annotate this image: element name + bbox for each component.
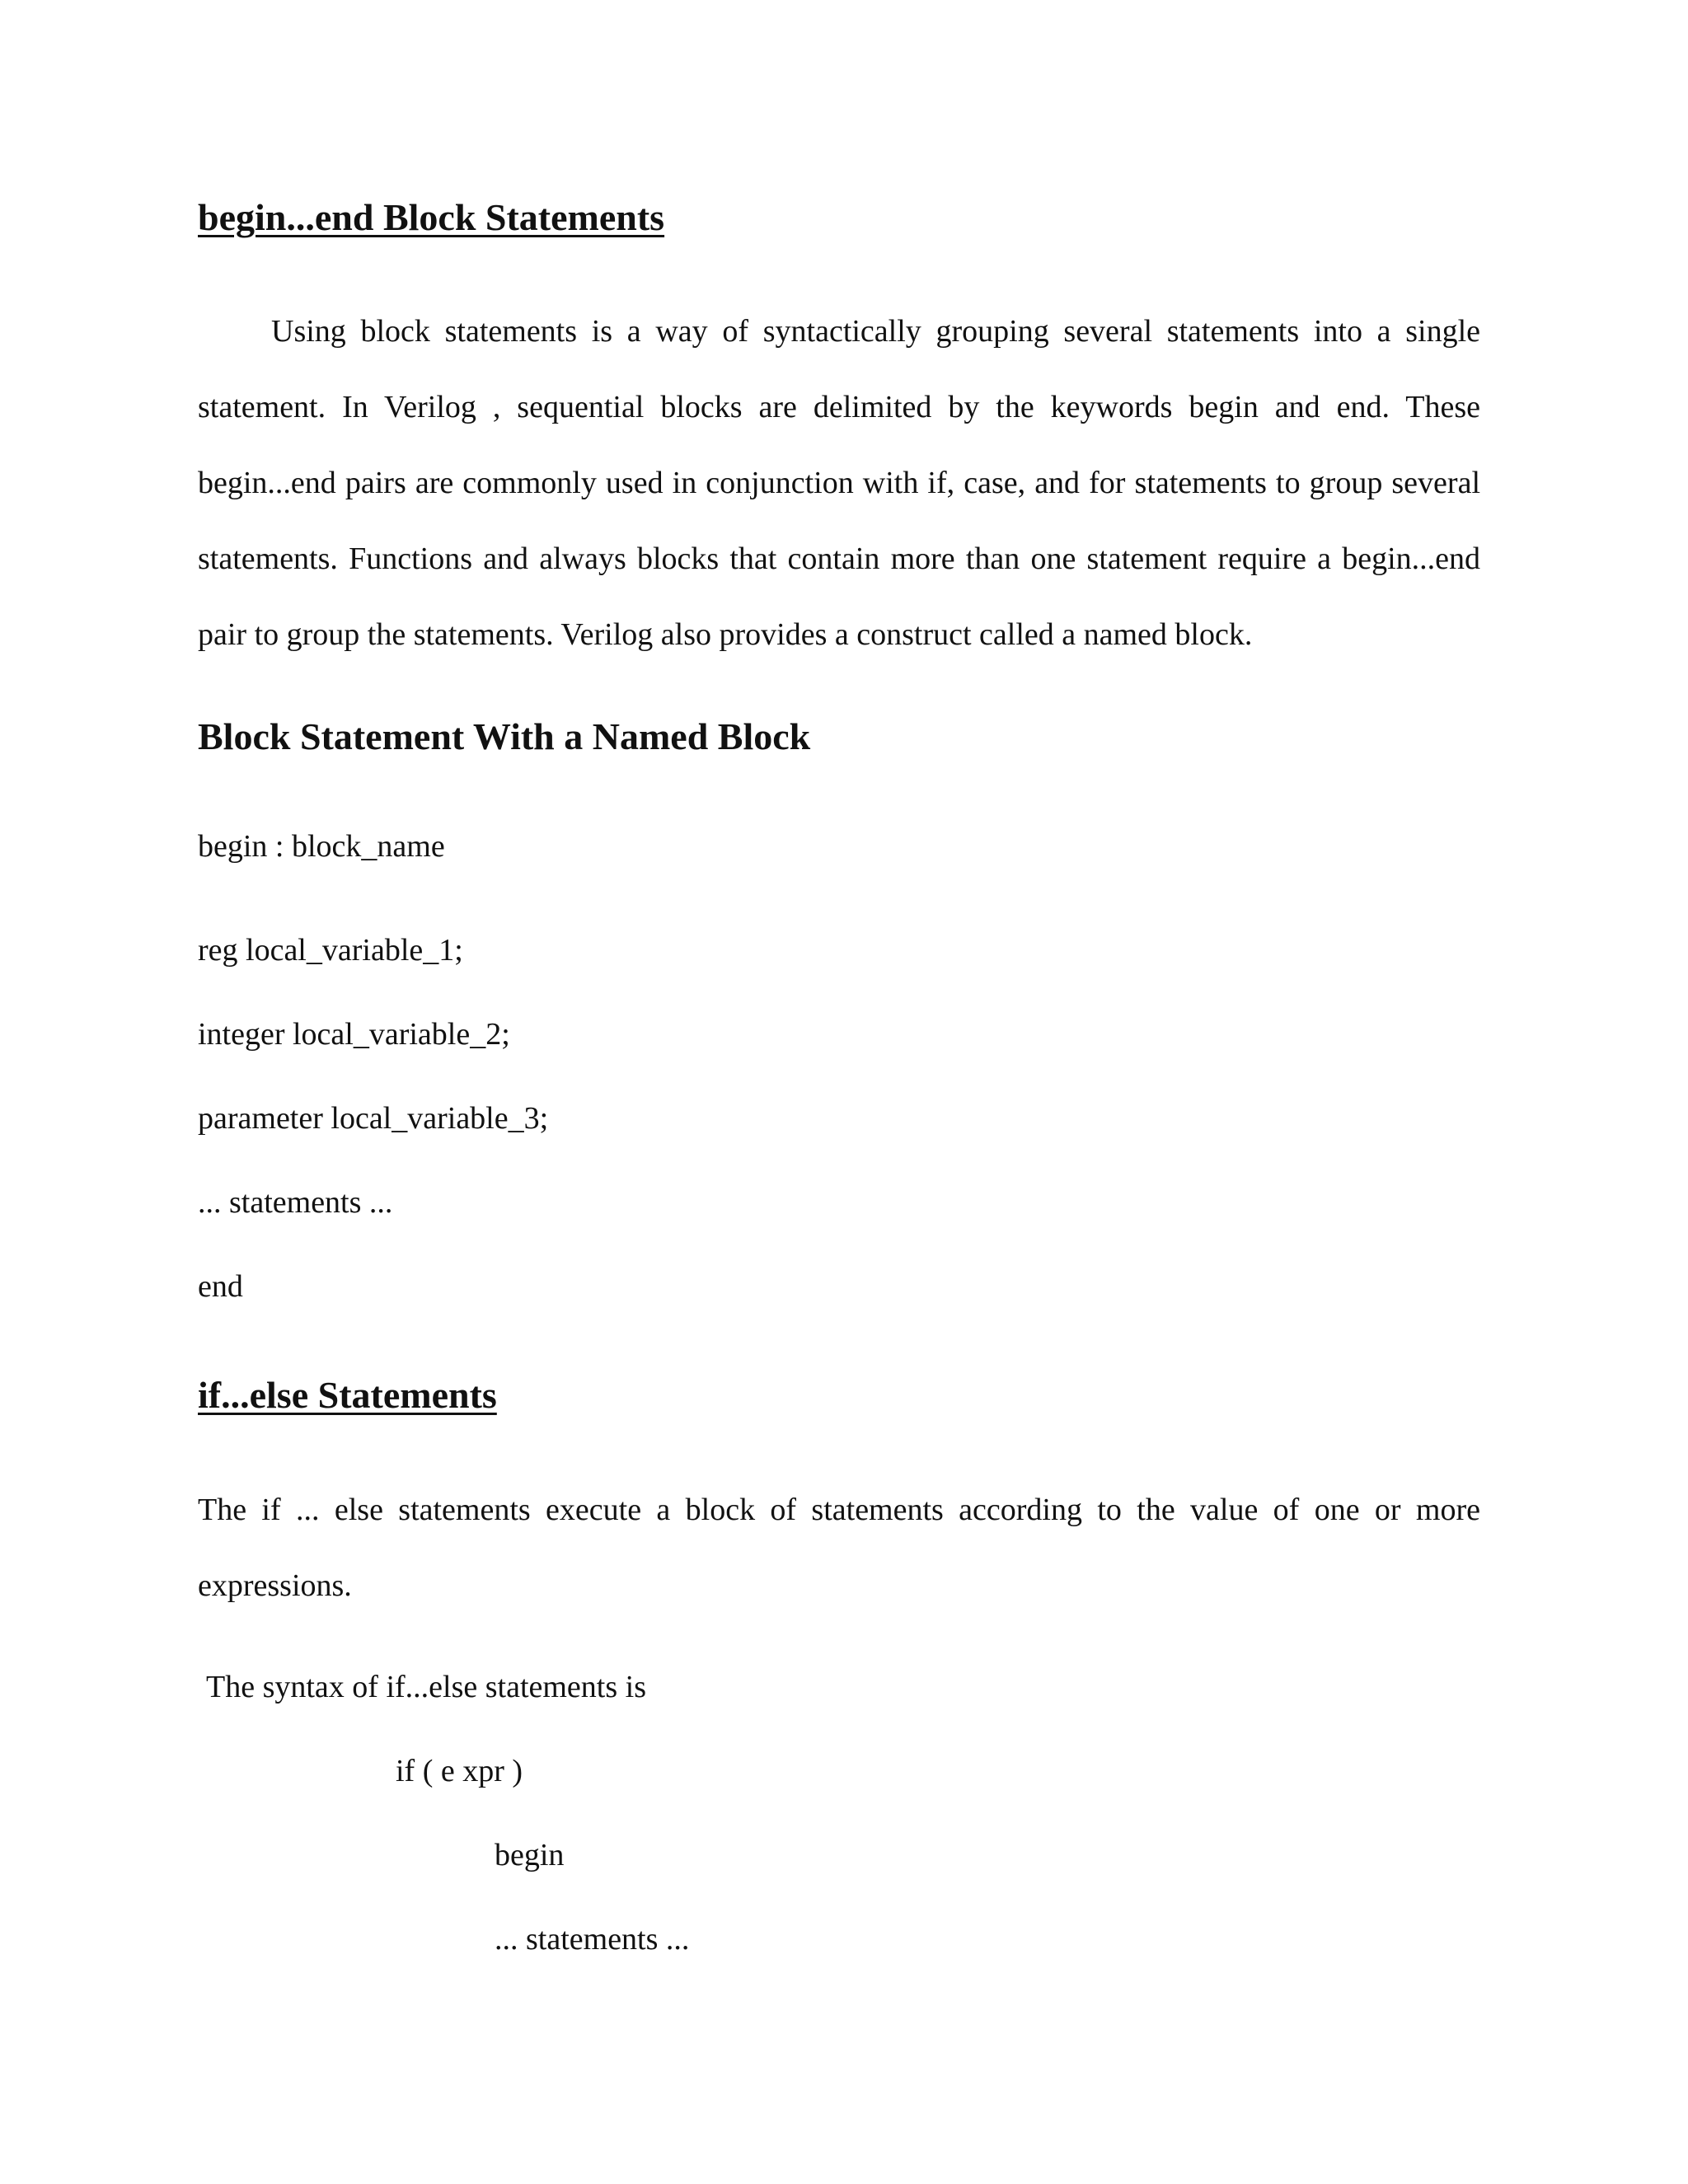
section-heading-if-else: if...else Statements [198,1374,497,1416]
section-heading-begin-end: begin...end Block Statements [198,196,665,238]
syntax-line-if-expr: if ( e xpr ) [396,1754,523,1788]
code-line-end: end [198,1269,243,1304]
syntax-intro: The syntax of if...else statements is [206,1670,646,1704]
code-line-integer-variable: integer local_variable_2; [198,1017,510,1052]
syntax-line-begin: begin [495,1838,565,1872]
syntax-line-statements: ... statements ... [495,1922,690,1957]
section-heading-named-block: Block Statement With a Named Block [198,715,811,757]
code-line-parameter-variable: parameter local_variable_3; [198,1101,549,1136]
paragraph-block-statements: Using block statements is a way of syntactically grouping several statements into a single statement. In Verilog , sequential blocks are delimited by the keywords begin and end. These begin...end pairs are commonly used in conjunction with if, case, and for statements to group several statements. Functions and always blocks that contain more than one statement require a begin...end pair to group the statements. Verilog also provides a construct called a named block. [198,314,1480,652]
code-line-reg-variable: reg local_variable_1; [198,933,463,968]
code-line-begin-block-name: begin : block_name [198,829,445,864]
code-line-statements: ... statements ... [198,1185,393,1220]
paragraph-if-else: The if ... else statements execute a block of statements according to the value of one or more expressions. [198,1493,1480,1603]
